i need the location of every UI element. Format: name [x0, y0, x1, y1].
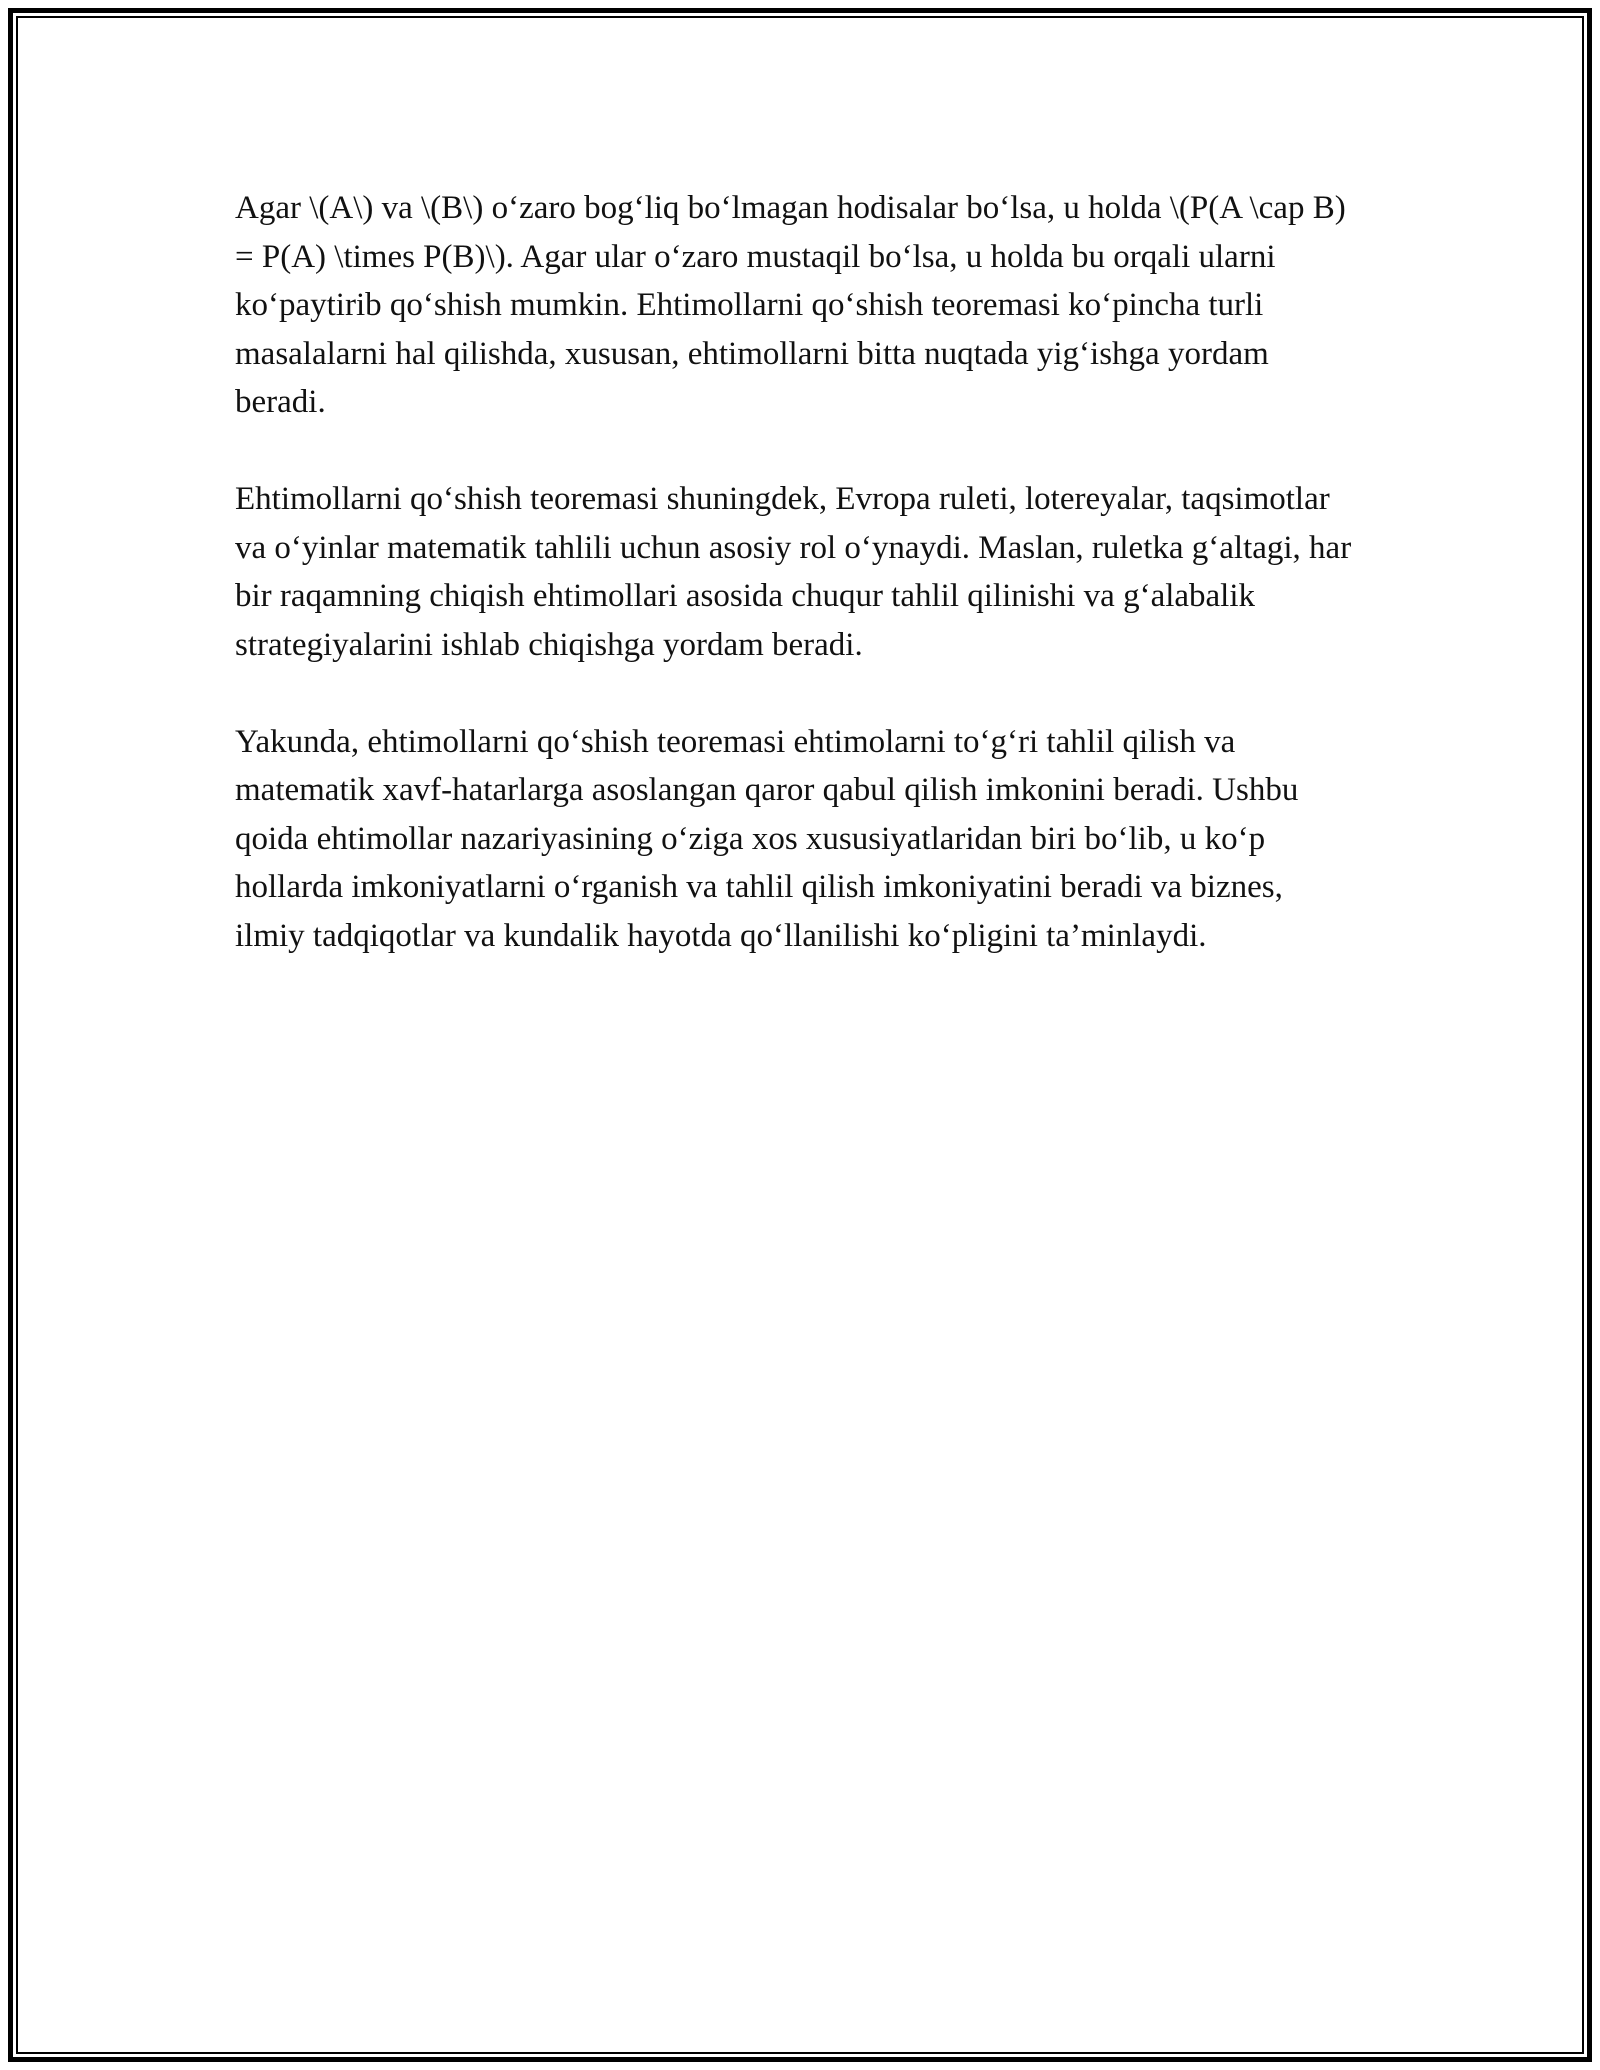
document-body [235, 184, 1360, 1009]
paragraph-1: Agar \(A\) va \(B\) o‘zaro bog‘liq bo‘lmagan hodisalar bo‘lsa, u holda \(P(A \cap B) = P(A) \times P(B)\). Agar ular o‘zaro mustaqil bo‘lsa, u holda bu orqali ularni ko‘paytirib qo‘shish mumkin. Ehtimollarni qo‘shish teoremasi ko‘pincha turli masalalarni hal qilishda, xususan, ehtimollarni bitta nuqtada yig‘ishga yordam beradi. [235, 190, 1346, 420]
paragraph-2: Ehtimollarni qo‘shish teoremasi shuningdek, Evropa ruleti, lotereyalar, taqsimotlar va o‘yinlar matematik tahlili uchun asosiy rol o‘ynaydi. Maslan, ruletka g‘altagi, har bir raqamning chiqish ehtimollari asosida chuqur tahlil qilinishi va g‘alabalik strategiyalarini ishlab chiqishga yordam beradi. [235, 481, 1352, 663]
paragraph-3: Yakunda, ehtimollarni qo‘shish teoremasi ehtimolarni to‘g‘ri tahlil qilish va matematik xavf-hatarlarga asoslangan qaror qabul qilish imkonini beradi. Ushbu qoida ehtimollar nazariyasining o‘ziga xos xususiyatlaridan biri bo‘lib, u ko‘p hollarda imkoniyatlarni o‘rganish va tahlil qilish imkoniyatini beradi va biznes, ilmiy tadqiqotlar va kundalik hayotda qo‘llanilishi ko‘pligini ta’minlaydi. [235, 723, 1299, 954]
